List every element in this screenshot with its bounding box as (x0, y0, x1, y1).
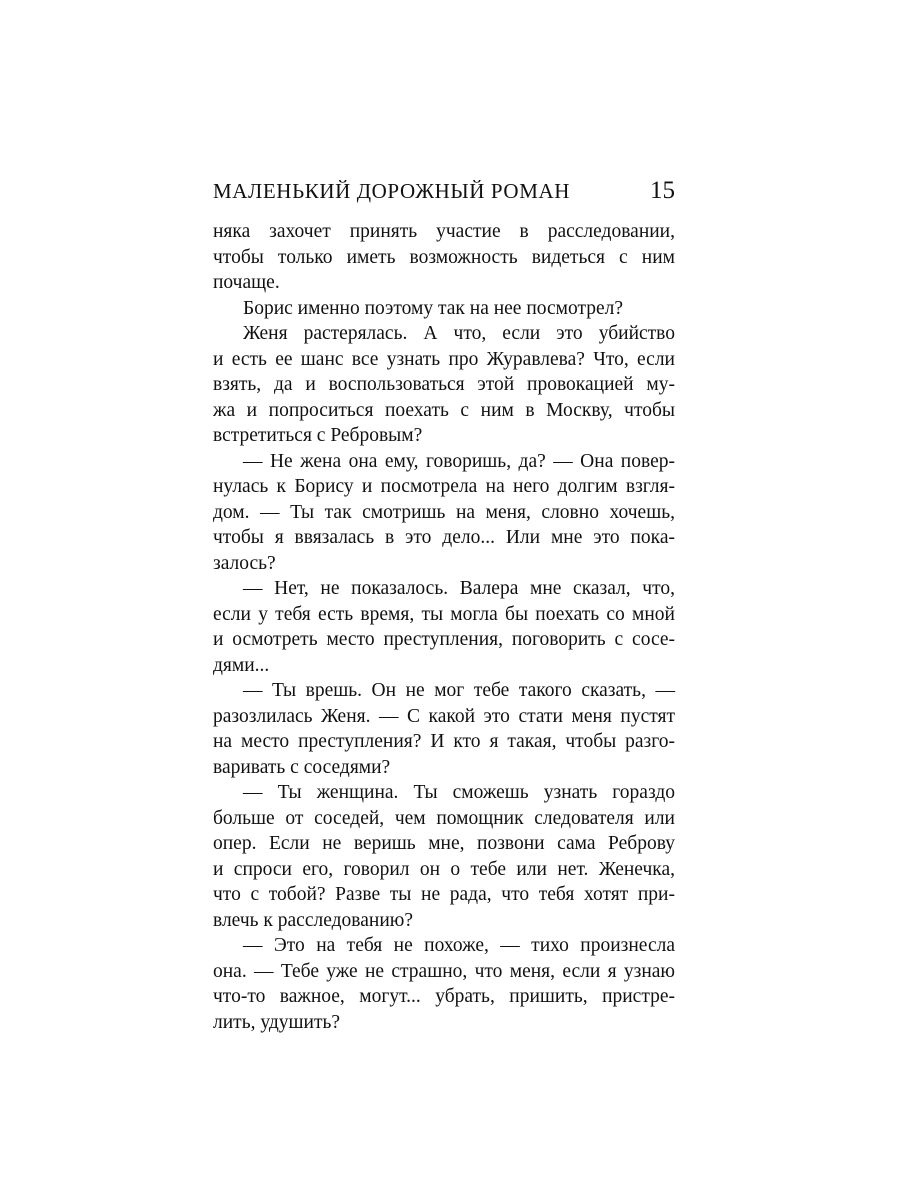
text-line: она. — Тебе уже не страшно, что меня, если я узнаю (213, 960, 675, 982)
page-header (213, 176, 675, 210)
text-line: няка захочет принять участие в расследовании, (213, 221, 675, 242)
text-line: чтобы только иметь возможность видеться с ним (213, 246, 675, 268)
text-line: на место преступления? И кто я такая, чтобы разго- (213, 731, 675, 752)
text-line: нулась к Борису и посмотрела на него долгим взгля- (213, 476, 675, 497)
text-line: разозлилась Женя. — С какой это стати меня пустят (213, 705, 675, 727)
text-line: взять, да и воспользоваться этой провокацией му- (213, 374, 675, 395)
text-line: и осмотреть место преступления, поговорить с сосе- (213, 629, 675, 650)
text-line: почаще. (213, 272, 280, 293)
text-line: что с тобой? Разве ты не рада, что тебя хотят при- (213, 884, 675, 905)
text-line: жа и попроситься поехать с ним в Москву, чтобы (213, 399, 675, 421)
text-line: — Нет, не показалось. Валера мне сказал, что, (243, 578, 675, 599)
page-number: 15 (650, 177, 675, 204)
running-title: МАЛЕНЬКИЙ ДОРОЖНЫЙ РОМАН (213, 179, 571, 203)
text-line: встретиться с Ребровым? (213, 425, 423, 446)
text-line: — Это на тебя не похоже, — тихо произнесла (243, 935, 675, 956)
text-line: дом. — Ты так смотришь на меня, словно хочешь, (213, 501, 675, 523)
text-line: больше от соседей, чем помощник следователя или (213, 807, 675, 829)
text-line: если у тебя есть время, ты могла бы поехать со мной (213, 603, 675, 625)
text-line: залось? (213, 552, 276, 574)
text-line: Женя растерялась. А что, если это убийство (243, 323, 675, 344)
text-line: Борис именно поэтому так на нее посмотрел? (243, 297, 624, 319)
text-line: и есть ее шанс все узнать про Журавлева? Что, если (213, 348, 675, 370)
text-line: и спроси его, говорил он о тебе или нет. Женечка, (213, 858, 675, 880)
text-line: дями... (213, 654, 270, 676)
text-line: опер. Если не веришь мне, позвони сама Реброву (213, 833, 675, 854)
text-line: что-то важное, могут... убрать, пришить, пристре- (213, 986, 675, 1007)
text-line: — Ты врешь. Он не мог тебе такого сказать, — (243, 680, 675, 701)
text-line: варивать с соседями? (213, 756, 391, 778)
text-line: — Не жена она ему, говоришь, да? — Она повер- (243, 450, 675, 472)
text-line: лить, удушить? (213, 1011, 341, 1033)
text-line: чтобы я ввязалась в это дело... Или мне это пока- (213, 527, 675, 548)
body-text (213, 219, 675, 1035)
text-line: влечь к расследованию? (213, 909, 413, 931)
text-line: — Ты женщина. Ты сможешь узнать гораздо (243, 782, 675, 803)
